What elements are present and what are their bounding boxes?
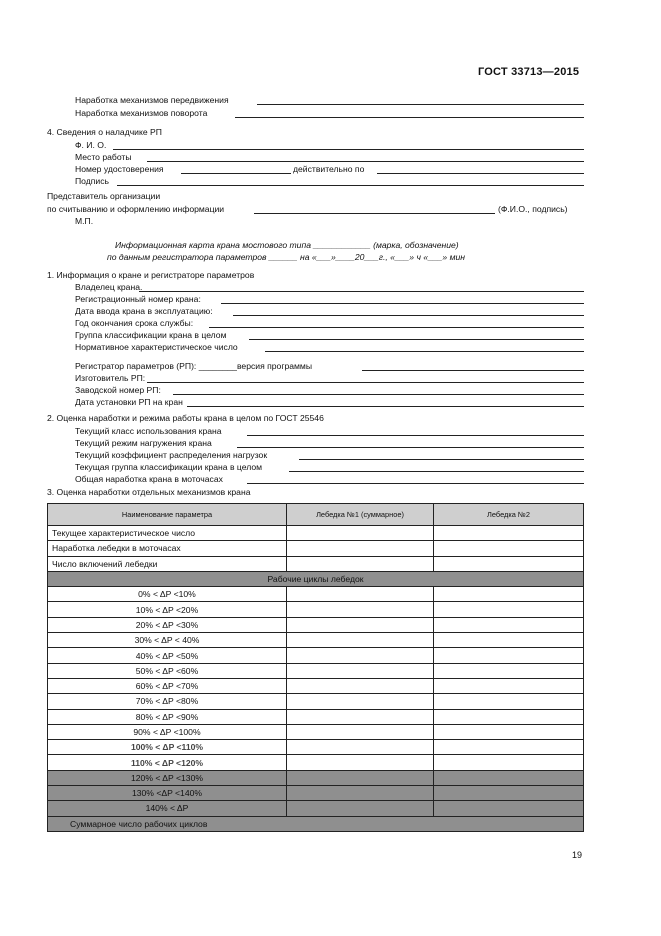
total-row: [48, 816, 584, 831]
value-cell[interactable]: [434, 541, 584, 556]
commission-date-line: [233, 315, 584, 316]
value-cell[interactable]: [287, 801, 434, 816]
table-row: [48, 801, 584, 816]
range-cell: 70% < ΔP <80%: [48, 694, 287, 709]
value-cell[interactable]: [434, 801, 584, 816]
value-cell[interactable]: [287, 648, 434, 663]
band-cell: Рабочие циклы лебедок: [48, 571, 584, 586]
table-row: [48, 740, 584, 755]
signature-label: Подпись: [75, 176, 110, 186]
slew-mech-line: [235, 117, 584, 118]
recorder-serial-label: Заводской номер РП:: [75, 385, 161, 395]
value-cell[interactable]: [434, 740, 584, 755]
value-cell[interactable]: [287, 556, 434, 571]
value-cell[interactable]: [287, 602, 434, 617]
value-cell[interactable]: [434, 786, 584, 801]
value-cell[interactable]: [287, 740, 434, 755]
value-cell[interactable]: [287, 786, 434, 801]
section-2-title: 2. Оценка наработки и режима работы крана в целом по ГОСТ 25546: [47, 413, 324, 423]
table-row: [48, 770, 584, 785]
section-1-title: 1. Информация о кране и регистраторе параметров: [47, 270, 255, 280]
load-coef-line: [299, 459, 584, 460]
stamp-label: М.П.: [75, 216, 94, 226]
header-winch-1: Лебедка №1 (суммарное): [287, 504, 434, 526]
normative-number-line: [265, 351, 584, 352]
table-row: [48, 633, 584, 648]
document-id: ГОСТ 33713—2015: [478, 66, 580, 78]
class-group-line: [249, 339, 584, 340]
owner-label: Владелец крана.: [75, 282, 143, 292]
param-cell: Число включений лебедки: [48, 556, 287, 571]
slew-mech-label: Наработка механизмов поворота: [75, 108, 208, 118]
table-row: [48, 617, 584, 632]
range-cell: 80% < ΔP <90%: [48, 709, 287, 724]
table-header-row: [48, 504, 584, 526]
service-end-label: Год окончания срока службы:: [75, 318, 194, 328]
recorder-version-line: [362, 370, 584, 371]
recorder-install-label: Дата установки РП на кран: [75, 397, 183, 407]
table-row: [48, 678, 584, 693]
workplace-label: Место работы: [75, 152, 132, 162]
table-row: [48, 541, 584, 556]
range-cell: 110% < ΔP <120%: [48, 755, 287, 770]
motor-hours-line: [247, 483, 584, 484]
value-cell[interactable]: [434, 633, 584, 648]
value-cell[interactable]: [434, 617, 584, 632]
table-row: [48, 709, 584, 724]
travel-mech-label: Наработка механизмов передвижения: [75, 95, 229, 105]
section-4-title: 4. Сведения о наладчике РП: [47, 127, 162, 137]
usage-class-label: Текущий класс использования крана: [75, 426, 222, 436]
value-cell[interactable]: [287, 678, 434, 693]
header-param: Наименование параметра: [48, 504, 287, 526]
workplace-line: [147, 161, 584, 162]
table-row: [48, 587, 584, 602]
range-cell: 60% < ΔP <70%: [48, 678, 287, 693]
card-title: Информационная карта крана мостового типа ____________ (марка, обозначение): [115, 240, 459, 250]
table-row: [48, 602, 584, 617]
range-cell: 20% < ΔP <30%: [48, 617, 287, 632]
value-cell[interactable]: [287, 770, 434, 785]
value-cell[interactable]: [287, 694, 434, 709]
representative-label: Представитель организации: [47, 191, 161, 201]
representative-suffix: (Ф.И.О., подпись): [498, 204, 568, 214]
service-end-line: [209, 327, 584, 328]
recorder-maker-label: Изготовитель РП:: [75, 373, 146, 383]
value-cell[interactable]: [434, 526, 584, 541]
representative-line: [254, 213, 495, 214]
travel-mech-line: [257, 104, 584, 105]
value-cell[interactable]: [287, 541, 434, 556]
value-cell[interactable]: [434, 709, 584, 724]
card-subtitle: по данным регистратора параметров ______ на «___»____20___г., «___» ч «___» мин: [107, 252, 465, 262]
range-cell: 0% < ΔP <10%: [48, 587, 287, 602]
table-row: [48, 786, 584, 801]
range-cell: 30% < ΔP < 40%: [48, 633, 287, 648]
value-cell[interactable]: [287, 709, 434, 724]
certificate-label: Номер удостоверения: [75, 164, 164, 174]
value-cell[interactable]: [434, 602, 584, 617]
range-cell: 90% < ΔP <100%: [48, 724, 287, 739]
representative-role: по считыванию и оформлению информации: [47, 204, 225, 214]
recorder-maker-line: [147, 382, 584, 383]
recorder-install-line: [187, 406, 584, 407]
table-row: [48, 694, 584, 709]
current-group-label: Текущая группа классификации крана в целом: [75, 462, 263, 472]
range-cell: 100% < ΔP <110%: [48, 740, 287, 755]
range-cell: 140% < ΔP: [48, 801, 287, 816]
value-cell[interactable]: [287, 633, 434, 648]
value-cell[interactable]: [434, 770, 584, 785]
adjuster-fio-label: Ф. И. О.: [75, 140, 107, 150]
param-cell: Наработка лебедки в моточасах: [48, 541, 287, 556]
certificate-line: [181, 173, 291, 174]
value-cell[interactable]: [287, 724, 434, 739]
value-cell[interactable]: [434, 724, 584, 739]
regnum-label: Регистрационный номер крана:: [75, 294, 201, 304]
recorder-label: Регистратор параметров (РП): ________версия программы: [75, 361, 313, 371]
regnum-line: [221, 303, 584, 304]
value-cell[interactable]: [287, 663, 434, 678]
param-cell: Текущее характеристическое число: [48, 526, 287, 541]
table-row: [48, 648, 584, 663]
table-row: [48, 556, 584, 571]
load-coef-label: Текущий коэффициент распределения нагрузок: [75, 450, 268, 460]
range-cell: 40% < ΔP <50%: [48, 648, 287, 663]
page-number: 19: [572, 850, 583, 860]
range-cell: 50% < ΔP <60%: [48, 663, 287, 678]
recorder-serial-line: [173, 394, 584, 395]
value-cell[interactable]: [287, 617, 434, 632]
value-cell[interactable]: [434, 694, 584, 709]
usage-class-line: [247, 435, 584, 436]
value-cell[interactable]: [434, 663, 584, 678]
value-cell[interactable]: [287, 526, 434, 541]
range-cell: 130% <ΔP <140%: [48, 786, 287, 801]
current-group-line: [289, 471, 584, 472]
load-mode-line: [237, 447, 584, 448]
range-cell: 120% < ΔP <130%: [48, 770, 287, 785]
table-row: [48, 755, 584, 770]
value-cell[interactable]: [287, 755, 434, 770]
table-row: [48, 724, 584, 739]
motor-hours-label: Общая наработка крана в моточасах: [75, 474, 223, 484]
valid-until-line: [377, 173, 584, 174]
value-cell[interactable]: [287, 587, 434, 602]
load-mode-label: Текущий режим нагружения крана: [75, 438, 212, 448]
table-row: [48, 526, 584, 541]
adjuster-fio-line: [113, 149, 584, 150]
band-row: [48, 571, 584, 586]
section-3-title: 3. Оценка наработки отдельных механизмов крана: [47, 487, 251, 497]
valid-until-label: действительно по: [293, 164, 365, 174]
winch-table: [47, 503, 584, 832]
class-group-label: Группа классификации крана в целом: [75, 330, 227, 340]
value-cell[interactable]: [434, 678, 584, 693]
value-cell[interactable]: [434, 587, 584, 602]
value-cell[interactable]: [434, 648, 584, 663]
value-cell[interactable]: [434, 556, 584, 571]
commission-date-label: Дата ввода крана в эксплуатацию:: [75, 306, 213, 316]
range-cell: 10% < ΔP <20%: [48, 602, 287, 617]
header-winch-2: Лебедка №2: [434, 504, 584, 526]
value-cell[interactable]: [434, 755, 584, 770]
normative-number-label: Нормативное характеристическое число: [75, 342, 238, 352]
total-cell: Суммарное число рабочих циклов: [48, 816, 584, 831]
table-row: [48, 663, 584, 678]
signature-line: [117, 185, 584, 186]
owner-line: [139, 291, 584, 292]
